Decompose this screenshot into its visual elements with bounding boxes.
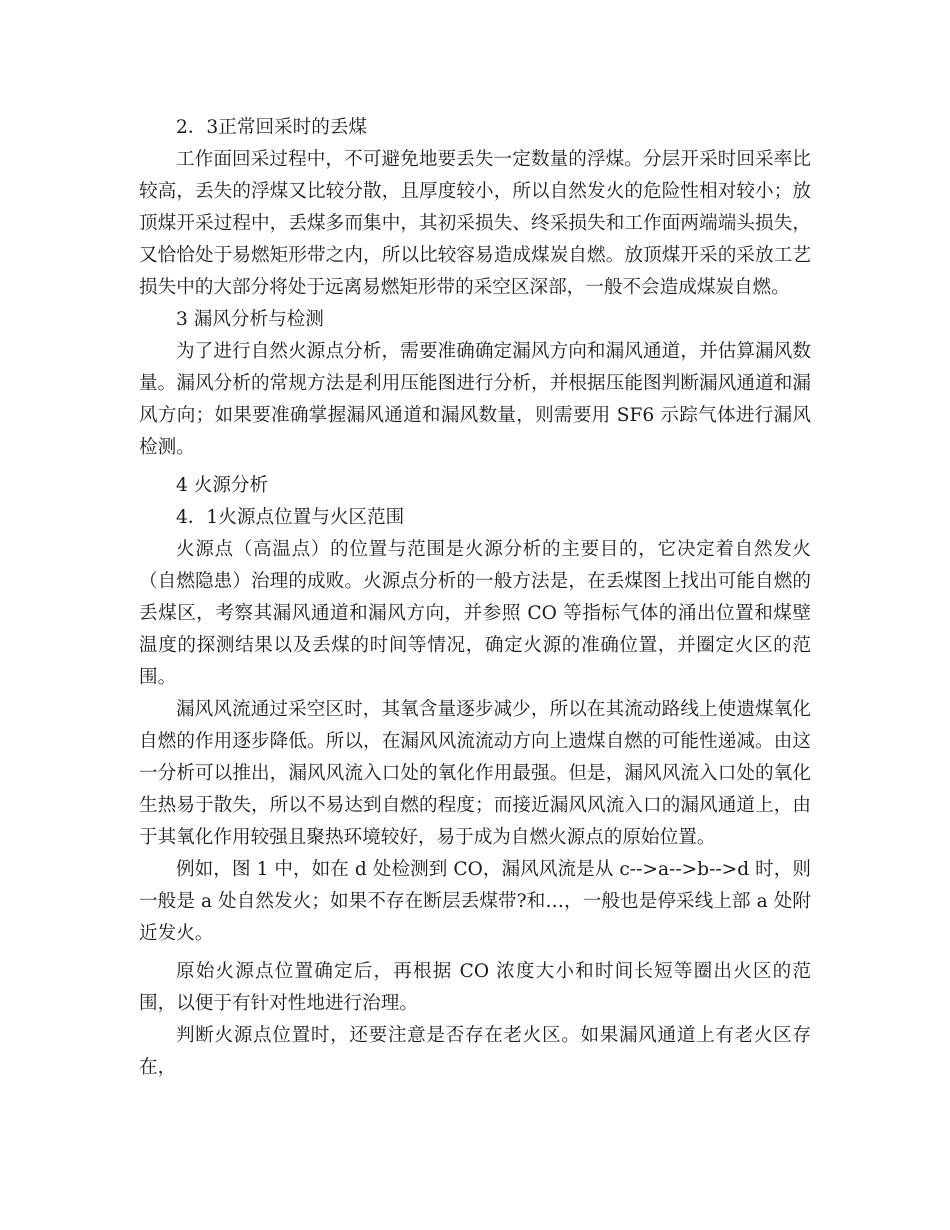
section-4-heading: 4 火源分析 (176, 475, 269, 496)
section-4-1-heading: 4．1火源点位置与火区范围 (176, 507, 405, 528)
section-3-paragraph: 为了进行自然火源点分析，需要准确确定漏风方向和漏风通道，并估算漏风数量。漏风分析的常规方法是利用压能图进行分析，并根据压能图判断漏风通道和漏风方向；如果要准确掌握漏风通道和漏风数量，则需要用 SF6 示踪气体进行漏风检测。 (139, 341, 811, 458)
section-4-1-paragraph-5: 判断火源点位置时，还要注意是否存在老火区。如果漏风通道上有老火区存在， (139, 1025, 811, 1078)
section-3-heading: 3 漏风分析与检测 (176, 309, 324, 330)
section-4-1-paragraph-4: 原始火源点位置确定后，再根据 CO 浓度大小和时间长短等圈出火区的范围，以便于有针对性地进行治理。 (139, 961, 811, 1014)
section-4-1-paragraph-3: 例如，图 1 中，如在 d 处检测到 CO，漏风风流是从 c-->a-->b-->d 时，则一般是 a 处自然发火；如果不存在断层丢煤带?和…，一般也是停采线上部 a 处附近发火。 (139, 859, 811, 944)
section-4-1-paragraph-1: 火源点（高温点）的位置与范围是火源分析的主要目的，它决定着自然发火（自燃隐患）治理的成败。火源点分析的一般方法是，在丢煤图上找出可能自燃的丢煤区，考察其漏风通道和漏风方向，并参照 CO 等指标气体的涌出位置和煤壁温度的探测结果以及丢煤的时间等情况，确定火源的准确位置，并圈定火区的范围。 (139, 539, 811, 688)
section-4-1-paragraph-2: 漏风风流通过采空区时，其氧含量逐步减少，所以在其流动路线上使遗煤氧化自燃的作用逐步降低。所以，在漏风风流流动方向上遗煤自燃的可能性递减。由这一分析可以推出，漏风风流入口处的氧化作用最强。但是，漏风风流入口处的氧化生热易于散失，所以不易达到自燃的程度；而接近漏风风流入口的漏风通道上，由于其氧化作用较强且聚热环境较好，易于成为自燃火源点的原始位置。 (139, 699, 811, 848)
document-page (139, 112, 811, 1084)
section-2-3-paragraph: 工作面回采过程中，不可避免地要丢失一定数量的浮煤。分层开采时回采率比较高，丢失的浮煤又比较分散，且厚度较小，所以自然发火的危险性相对较小；放顶煤开采过程中，丢煤多而集中，其初采损失、终采损失和工作面两端端头损失，又恰恰处于易燃矩形带之内，所以比较容易造成煤炭自燃。放顶煤开采的采放工艺损失中的大部分将处于远离易燃矩形带的采空区深部，一般不会造成煤炭自燃。 (139, 149, 811, 298)
section-2-3-heading: 2．3正常回采时的丢煤 (176, 117, 368, 138)
